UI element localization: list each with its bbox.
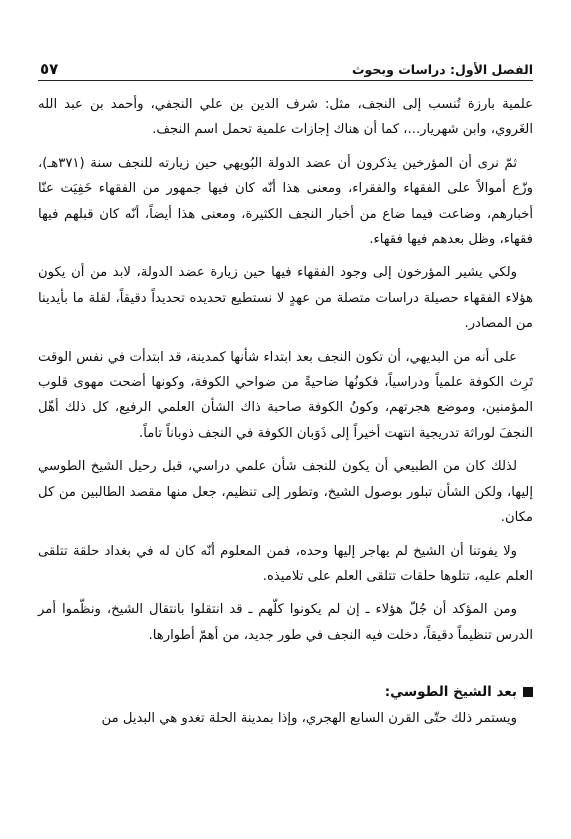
page-number: ٥٧ (40, 60, 59, 78)
chapter-title: الفصل الأول: دراسات وبحوث (351, 62, 533, 77)
paragraph: علمية بارزة تُنسب إلى النجف، مثل: شرف الدين بن علي النجفي، وأحمد بن عبد الله الغَروي، وابن شهريار...، كما أن هناك إجازات علمية تحمل اسم النجف. (38, 97, 533, 138)
page-body (38, 92, 533, 740)
paragraph: ويستمر ذلك حتّى القرن السابع الهجري، وإذا بمدينة الحلة تغدو هي البديل من (101, 711, 517, 727)
paragraph: ومن المؤكد أن جُلّ هؤلاء ـ إن لم يكونوا كلّهم ـ قد انتقلوا بانتقال الشيخ، ونظّموا أمر الدرس تنظيماً دقيقاً، دخلت فيه النجف في طور جديد، من أهمّ أطوارها. (38, 602, 533, 643)
section-heading (38, 684, 533, 700)
paragraph: على أنه من البديهي، أن تكون النجف بعد ابتداء شأنها كمدينة، قد ابتدأت في نفس الوقت تَرِث الكوفة علمياً ودراسياً، فكونُها ضاحيةً من ضواحي الكوفة، وكونها أضحت مهوى قلوب المؤمنين، وموضع هجرتهم، وكونُ الكوفة صاحبة ذاك الشأن العلمي الرفيع، كل ذلك أهّل النجفَ لوراثة تدريجية انتهت أخيراً إلى ذَوَبان الكوفة في النجف ذوباناً تاماً. (38, 349, 533, 441)
paragraph: ولكي يشير المؤرخون إلى وجود الفقهاء فيها حين زيارة عضد الدولة، لابد من أن يكون هؤلاء الفقهاء حصيلة دراسات متصلة من عهدٍ لا نستطيع تحديده تحديداً دقيقاً، لقلة ما بأيدينا من المصادر. (38, 265, 533, 332)
paragraph: لذلك كان من الطبيعي أن يكون للنجف شأن علمي دراسي، قبل رحيل الشيخ الطوسي إليها، ولكن الشأن تبلور بوصول الشيخ، وتطور إلى تنظيم، جعل منها مقصد الطالبين من كل مكان. (38, 459, 533, 526)
square-bullet-icon (523, 687, 533, 697)
paragraph: ولا يفوتنا أن الشيخ لم يهاجر إليها وحده، فمن المعلوم أنّه كان له في بغداد حلقة تتلقى العلم عليه، تتلوها حلقات تتلقى العلم على تلاميذه. (38, 543, 533, 584)
section-title: بعد الشيخ الطوسي: (384, 684, 517, 701)
page-header (38, 60, 533, 81)
paragraph: ثمّ نرى أن المؤرخين يذكرون أن عضد الدولة البُويهي حين زيارته للنجف سنة (٣٧١هـ)، وزّع أموالاً على الفقهاء والفقراء، ومعنى هذا أنّه كان فيها جمهور من الفقهاء خَفِيَت عنّا أخبارهم، وضاعت فيما ضاع من أخبار النجف الكثيرة، ومعنى هذا أيضاً، أنّه كان قبلهم فيها فقهاء، وظل بعدهم فيها فقهاء. (38, 155, 533, 248)
